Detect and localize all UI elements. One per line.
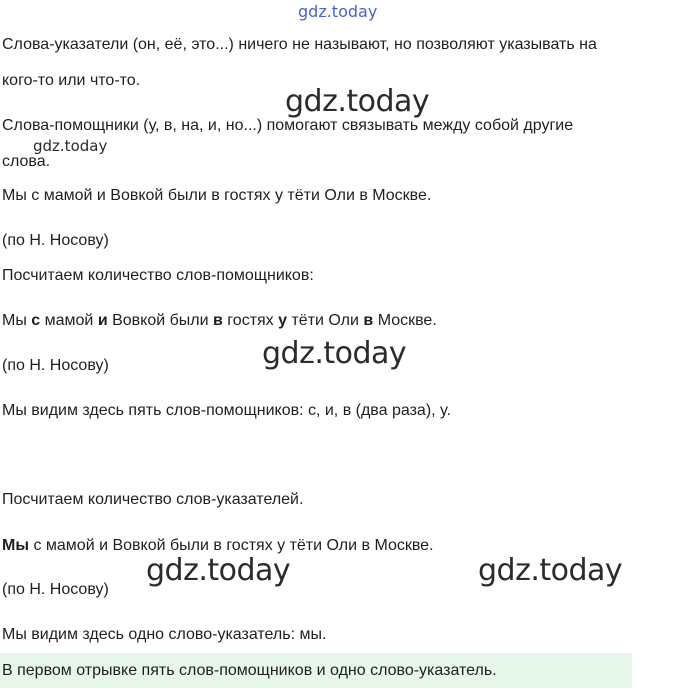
paragraph-helpers-definition-line2: слова. — [2, 153, 51, 170]
watermark-top: gdz.today — [298, 2, 378, 21]
paragraph-pointers-definition-line2: кого-то или что-то. — [2, 72, 141, 89]
conclusion: В первом отрывке пять слов-помощников и одно слово-указатель. — [2, 662, 497, 679]
watermark-5: gdz.today — [478, 553, 623, 588]
count-pointers-heading: Посчитаем количество слов-указателей. — [2, 491, 304, 508]
watermark-3: gdz.today — [262, 336, 407, 371]
paragraph-helpers-definition-line1: Слова-помощники (у, в, на, и, но...) помогают связывать между собой другие — [2, 117, 574, 134]
paragraph-pointers-definition-line1: Слова-указатели (он, её, это...) ничего не называют, но позволяют указывать на — [2, 36, 597, 53]
count-helpers-heading: Посчитаем количество слов-помощников: — [2, 267, 314, 284]
example-sentence: Мы с мамой и Вовкой были в гостях у тёти Оли в Москве. — [2, 187, 432, 204]
source-citation-3: (по Н. Носову) — [2, 581, 109, 598]
sentence-helpers-marked: Мы с мамой и Вовкой были в гостях у тёти Оли в Москве. — [2, 312, 437, 329]
watermark-1: gdz.today — [285, 84, 430, 119]
sentence-pointers-marked: Мы с мамой и Вовкой были в гостях у тёти Оли в Москве. — [2, 537, 434, 554]
watermark-2: gdz.today — [33, 137, 108, 155]
source-citation-2: (по Н. Носову) — [2, 357, 109, 374]
pointers-result: Мы видим здесь одно слово-указатель: мы. — [2, 626, 327, 643]
helpers-result: Мы видим здесь пять слов-помощников: с, и, в (два раза), у. — [2, 402, 451, 419]
watermark-4: gdz.today — [146, 553, 291, 588]
source-citation-1: (по Н. Носову) — [2, 232, 109, 249]
